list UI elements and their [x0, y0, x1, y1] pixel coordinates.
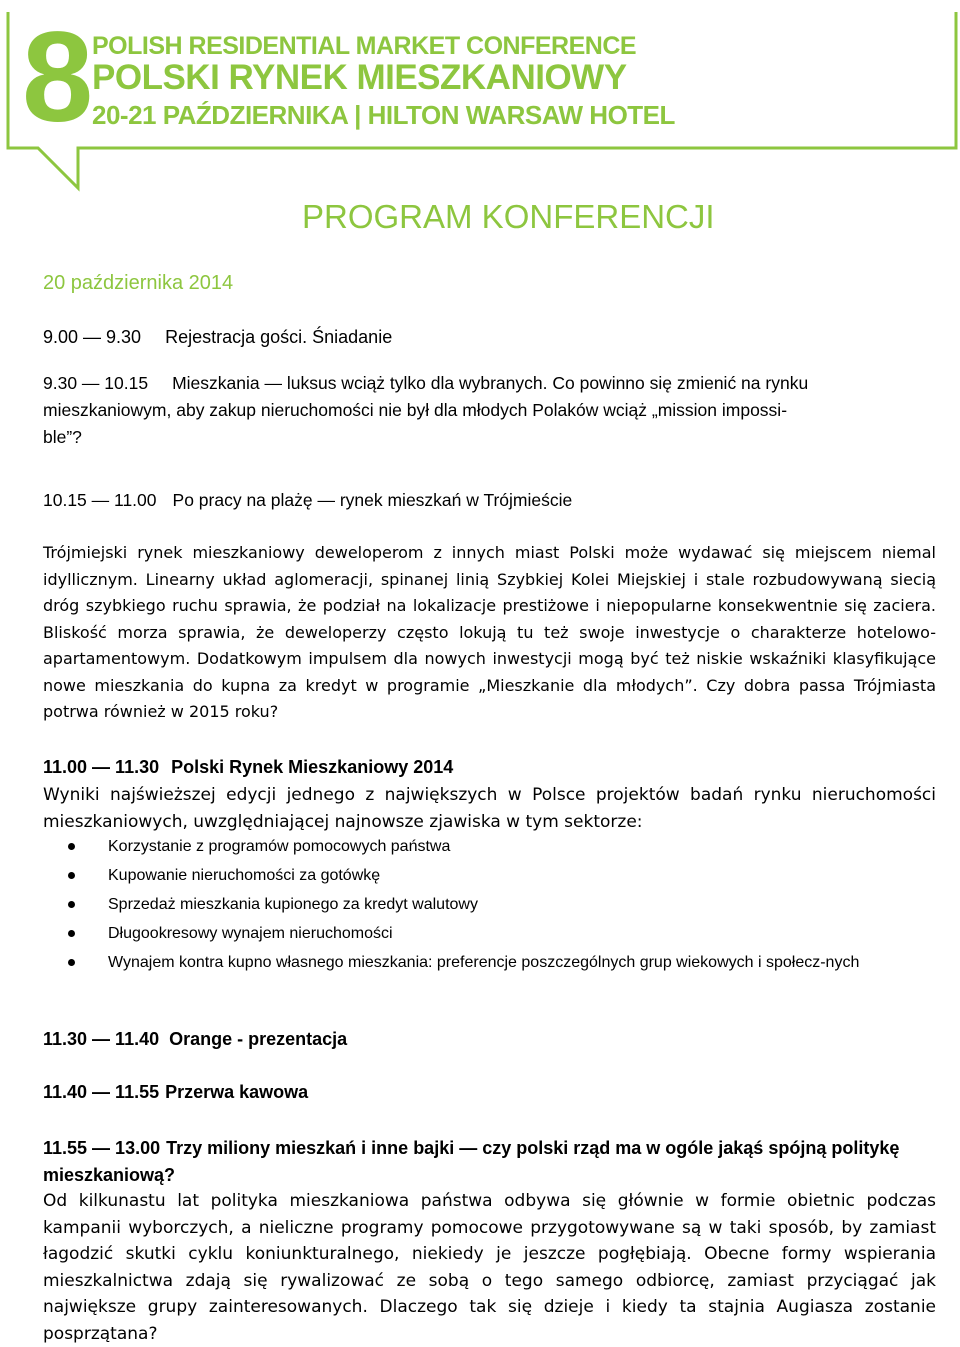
- list-item: Długookresowy wynajem nieruchomości: [43, 919, 936, 948]
- session-time: 11.00 — 11.30: [43, 757, 160, 777]
- session-3-description: Trójmiejski rynek mieszkaniowy deweloperom z innych miast Polski może wydawać się miejscem niemal idyllicznym. Linearny układ aglomeracji, spinanej linią Szybkiej Kolei Miejskiej i stale rozbudowywaną siecią dróg szybkiego ruchu sprawia, że podział na lokalizacje prestiżowe i niepopularne konsekwentnie się zaciera. Bliskość morza sprawia, że deweloperzy często lokują tu też swoje inwestycje o charakterze hotelowo-apartamentowym. Dodatkowym impulsem dla nowych inwestycji mogą być też niskie wskaźniki klasyfikujące nowe mieszkania do kupna za kredyt w programie „Mieszkanie dla młodych”. Czy dobra passa Trójmiasta potrwa również w 2015 roku?: [43, 543, 936, 721]
- session-title-line: ble”?: [43, 427, 82, 447]
- session-3-heading: [43, 490, 572, 511]
- session-1: [43, 327, 392, 348]
- bullet-icon: [68, 930, 75, 937]
- session-time: 10.15 — 11.00: [43, 490, 157, 510]
- session-2: [43, 370, 936, 451]
- session-time: 9.00 — 9.30: [43, 327, 142, 347]
- page-title: PROGRAM KONFERENCJI: [302, 198, 715, 235]
- bullet-icon: [68, 843, 75, 850]
- session-title: Polski Rynek Mieszkaniowy 2014: [171, 757, 454, 777]
- list-item: Sprzedaż mieszkania kupionego za kredyt walutowy: [43, 890, 936, 919]
- session-time: 11.30 — 11.40: [43, 1029, 160, 1049]
- logo-title-polish: POLSKI RYNEK MIESZKANIOWY: [92, 58, 627, 97]
- session-4-heading: [43, 757, 453, 778]
- session-6-heading: [43, 1082, 308, 1103]
- session-time: 9.30 — 10.15: [43, 373, 149, 393]
- logo-date-venue: 20-21 PAŹDZIERNIKA | HILTON WARSAW HOTEL: [92, 100, 675, 130]
- session-title-line: mieszkaniowym, aby zakup nieruchomości nie był dla młodych Polaków wciąż „mission impossi-: [43, 400, 788, 420]
- session-7-heading: [43, 1135, 936, 1189]
- session-time: 11.55 — 13.00: [43, 1138, 161, 1158]
- session-5-heading: [43, 1029, 347, 1050]
- session-4-description: Wyniki najświeższej edycji jednego z największych w Polsce projektów badań rynku nieruchomości mieszkaniowych, uwzględniającej najnowsze zjawiska w tym sektorze:: [43, 785, 936, 832]
- logo-subtitle-english: POLISH RESIDENTIAL MARKET CONFERENCE: [92, 32, 637, 60]
- bullet-icon: [68, 959, 75, 966]
- session-time: 11.40 — 11.55: [43, 1082, 160, 1102]
- bullet-icon: [68, 872, 75, 879]
- list-item: Kupowanie nieruchomości za gotówkę: [43, 861, 936, 890]
- session-title: Przerwa kawowa: [165, 1082, 309, 1102]
- list-item: Korzystanie z programów pomocowych państwa: [43, 832, 936, 861]
- bullet-icon: [68, 901, 75, 908]
- research-topics-list: [43, 832, 936, 977]
- session-7-description: Od kilkunastu lat polityka mieszkaniowa państwa odbywa się głównie w formie obietnic podczas kampanii wyborczych, a nieliczne programy pomocowe przygotowywane są w taki sposób, by zamiast łagodzić skutki cyklu koniunkturalnego, niekiedy je jeszcze pogłębiają. Obecne formy wspierania mieszkalnictwa zdają się rywalizować ze sobą o tego samego odbiorcę, zamiast przyciągać jak największe grupy zainteresowanych. Dlaczego tak się dzieje i kiedy ta stajnia Augiasza zostanie posprzątana?: [43, 1191, 936, 1344]
- list-item: Wynajem kontra kupno własnego mieszkania: preferencje poszczególnych grup wiekowych i społecz-nych: [43, 948, 936, 977]
- session-title: Po pracy na plażę — rynek mieszkań w Trójmieście: [172, 490, 573, 510]
- conference-date: 20 października 2014: [43, 272, 234, 294]
- session-title-line: Mieszkania — luksus wciąż tylko dla wybranych. Co powinno się zmienić na rynku: [172, 373, 809, 393]
- session-title: Trzy miliony mieszkań i inne bajki — czy polski rząd ma w ogóle jakąś spójną politykę mieszkaniową?: [43, 1138, 900, 1185]
- session-title: Rejestracja gości. Śniadanie: [165, 327, 393, 347]
- conference-number: 8: [22, 6, 94, 149]
- session-title: Orange - prezentacja: [169, 1029, 348, 1049]
- conference-logo: [0, 0, 960, 200]
